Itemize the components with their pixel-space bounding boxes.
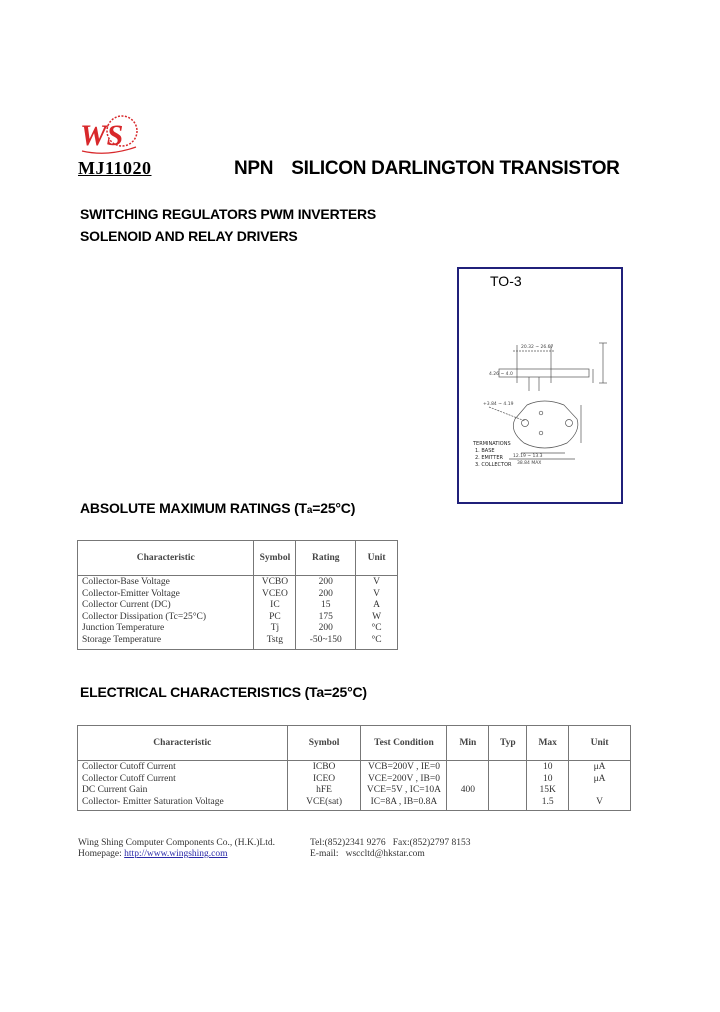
col-min: Min [447, 726, 489, 761]
table-row [78, 623, 398, 635]
col-unit: Unit [356, 541, 398, 576]
cell: 175 [296, 612, 356, 624]
col-characteristic: Characteristic [78, 541, 254, 576]
cell: Junction Temperature [78, 623, 254, 635]
col-symbol: Symbol [287, 726, 361, 761]
application-line-2: SOLENOID AND RELAY DRIVERS [80, 228, 298, 244]
footer-company: Wing Shing Computer Components Co., (H.K.)Ltd. [78, 838, 275, 848]
col-symbol: Symbol [254, 541, 296, 576]
cell: W [356, 612, 398, 624]
email-address[interactable]: wsccltd@hkstar.com [345, 849, 425, 859]
cell: VCEO [254, 589, 296, 601]
cell [489, 785, 527, 797]
table-row [78, 797, 631, 811]
cell: °C [356, 635, 398, 649]
terminations-title: TERMINATIONS [473, 441, 511, 447]
cell: 15K [527, 785, 569, 797]
cell: 200 [296, 576, 356, 589]
cell: Collector Cutoff Current [78, 761, 288, 774]
table-row [78, 635, 398, 649]
cell: A [356, 600, 398, 612]
cell: Collector- Emitter Saturation Voltage [78, 797, 288, 811]
table-row [78, 761, 631, 774]
cell: Collector-Emitter Voltage [78, 589, 254, 601]
cell [447, 774, 489, 786]
table-row [78, 600, 398, 612]
cell: 10 [527, 761, 569, 774]
col-typ: Typ [489, 726, 527, 761]
cell: 400 [447, 785, 489, 797]
cell: 200 [296, 623, 356, 635]
col-unit: Unit [569, 726, 631, 761]
cell [447, 761, 489, 774]
col-characteristic: Characteristic [78, 726, 288, 761]
application-line-1: SWITCHING REGULATORS PWM INVERTERS [80, 206, 377, 222]
table-row [78, 612, 398, 624]
cell: μA [569, 774, 631, 786]
cell: 15 [296, 600, 356, 612]
table-header-row [78, 726, 631, 761]
footer-contact [310, 838, 471, 848]
table-row [78, 785, 631, 797]
cell: 10 [527, 774, 569, 786]
col-max: Max [527, 726, 569, 761]
cell: °C [356, 623, 398, 635]
transistor-type: NPN [234, 158, 274, 179]
footer-tel: Tel:(852)2341 9276 [310, 838, 386, 848]
table-row [78, 576, 398, 589]
electrical-title: ELECTRICAL CHARACTERISTICS (Ta=25°C) [80, 684, 367, 700]
abs-max-table [77, 540, 398, 650]
cell: IC=8A , IB=0.8A [361, 797, 447, 811]
package-box [457, 267, 623, 504]
termination-3: 3. COLLECTOR [475, 462, 512, 468]
termination-1: 1. BASE [475, 448, 495, 454]
cell: Tstg [254, 635, 296, 649]
cell [489, 774, 527, 786]
cell: V [356, 576, 398, 589]
part-number: MJ11020 [78, 158, 152, 178]
cell: μA [569, 761, 631, 774]
termination-2: 2. EMITTER [475, 455, 503, 461]
svg-text:20.32 ~ 26.67: 20.32 ~ 26.67 [521, 345, 554, 350]
cell: VCE(sat) [287, 797, 361, 811]
cell: ICEO [287, 774, 361, 786]
svg-text:+3.84 ~ 4.19: +3.84 ~ 4.19 [483, 402, 514, 407]
cell: IC [254, 600, 296, 612]
page-title [234, 158, 620, 180]
cell: hFE [287, 785, 361, 797]
cell: VCE=5V , IC=10A [361, 785, 447, 797]
abs-max-title-sub: a [306, 505, 313, 516]
ws-logo [78, 113, 142, 163]
package-outline-drawing [469, 335, 619, 485]
homepage-label: Homepage: [78, 849, 122, 859]
cell: Collector Current (DC) [78, 600, 254, 612]
cell: Collector Cutoff Current [78, 774, 288, 786]
cell: V [569, 797, 631, 811]
table-row [78, 589, 398, 601]
email-label: E-mail: [310, 849, 339, 859]
cell: V [356, 589, 398, 601]
cell: Collector Dissipation (Tc=25°C) [78, 612, 254, 624]
cell [489, 761, 527, 774]
cell: Storage Temperature [78, 635, 254, 649]
col-rating: Rating [296, 541, 356, 576]
cell: -50~150 [296, 635, 356, 649]
cell: DC Current Gain [78, 785, 288, 797]
abs-max-title-suffix: =25°C) [312, 500, 356, 516]
package-label: TO-3 [490, 273, 522, 289]
svg-text:4.26 ~ 4.0: 4.26 ~ 4.0 [489, 372, 513, 377]
homepage-link[interactable]: http://www.wingshing.com [124, 849, 228, 859]
footer-email [310, 849, 425, 859]
col-test-condition: Test Condition [361, 726, 447, 761]
cell [447, 797, 489, 811]
cell: VCB=200V , IE=0 [361, 761, 447, 774]
cell: Collector-Base Voltage [78, 576, 254, 589]
table-row [78, 774, 631, 786]
cell: 200 [296, 589, 356, 601]
electrical-table [77, 725, 631, 811]
table-header-row [78, 541, 398, 576]
cell: 1.5 [527, 797, 569, 811]
cell: VCBO [254, 576, 296, 589]
cell [489, 797, 527, 811]
title-text: SILICON DARLINGTON TRANSISTOR [291, 158, 620, 179]
svg-text:38.84 MAX: 38.84 MAX [517, 461, 542, 466]
svg-text:12.19 ~ 13.3: 12.19 ~ 13.3 [513, 454, 543, 459]
cell: VCE=200V , IB=0 [361, 774, 447, 786]
cell [569, 785, 631, 797]
svg-text:WS: WS [80, 119, 124, 152]
footer-fax: Fax:(852)2797 8153 [392, 838, 471, 848]
cell: PC [254, 612, 296, 624]
abs-max-title [80, 500, 355, 516]
abs-max-title-prefix: ABSOLUTE MAXIMUM RATINGS (T [80, 500, 307, 516]
cell: ICBO [287, 761, 361, 774]
footer-homepage [78, 849, 228, 859]
cell: Tj [254, 623, 296, 635]
